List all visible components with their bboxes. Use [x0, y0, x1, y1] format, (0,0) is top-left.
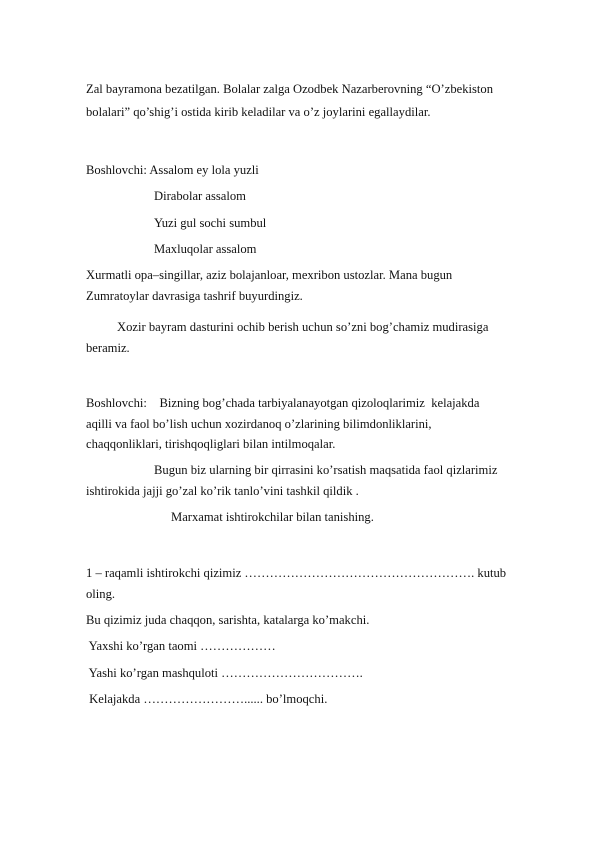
participant-hobby: Yashi ko’rgan mashquloti ……………………………. [86, 666, 363, 680]
participant-food: Yaxshi ko’rgan taomi ……………… [86, 639, 276, 653]
poem-speaker-line: Boshlovchi: Assalom ey lola yuzli [86, 163, 259, 177]
poem-line-3: Yuzi gul sochi sumbul [154, 216, 267, 230]
contest-line-2: ishtirokida jajji go’zal ko’rik tanlo’vini tashkil qildik . [86, 484, 359, 498]
host2-line-3: chaqqonliklari, tirishqoqliglari bilan intilmoqalar. [86, 437, 336, 451]
contest-line-1: Bugun biz ularning bir qirrasini ko’rsatish maqsatida faol qizlarimiz [154, 463, 498, 477]
participant-future: Kelajakda ……………………...... bo’lmoqchi. [86, 692, 328, 706]
host2-line-1: Boshlovchi: Bizning bog’chada tarbiyalanayotgan qizoloqlarimiz kelajakda [86, 396, 480, 410]
intro-line-1: Zal bayramona bezatilgan. Bolalar zalga Ozodbek Nazarberovning “O’zbekiston [86, 82, 494, 96]
poem-line-2: Dirabolar assalom [154, 189, 246, 203]
participant-line-1: 1 – raqamli ishtirokchi qizimiz ………………………………………………. kutub [86, 566, 507, 580]
participant-line-2: oling. [86, 587, 116, 601]
greeting-line-2: Zumratoylar davrasiga tashrif buyurdingiz. [86, 289, 303, 303]
host2-line-2: aqilli va faol bo’lish uchun xozirdanoq o’zlarining bilimdonliklarini, [86, 417, 432, 431]
participant-description: Bu qizimiz juda chaqqon, sarishta, katalarga ko’makchi. [86, 613, 370, 627]
invite-line: Marxamat ishtirokchilar bilan tanishing. [171, 510, 374, 524]
intro-line-2: bolalari” qo’shig’i ostida kirib keladilar va o’z joylarini egallaydilar. [86, 105, 431, 119]
greeting-line-1: Xurmatli opa–singillar, aziz bolajanloar, mexribon ustozlar. Mana bugun [86, 268, 453, 282]
opening-line-2: beramiz. [86, 341, 130, 355]
opening-line-1: Xozir bayram dasturini ochib berish uchun so’zni bog’chamiz mudirasiga [117, 320, 489, 334]
poem-line-4: Maxluqolar assalom [154, 242, 257, 256]
